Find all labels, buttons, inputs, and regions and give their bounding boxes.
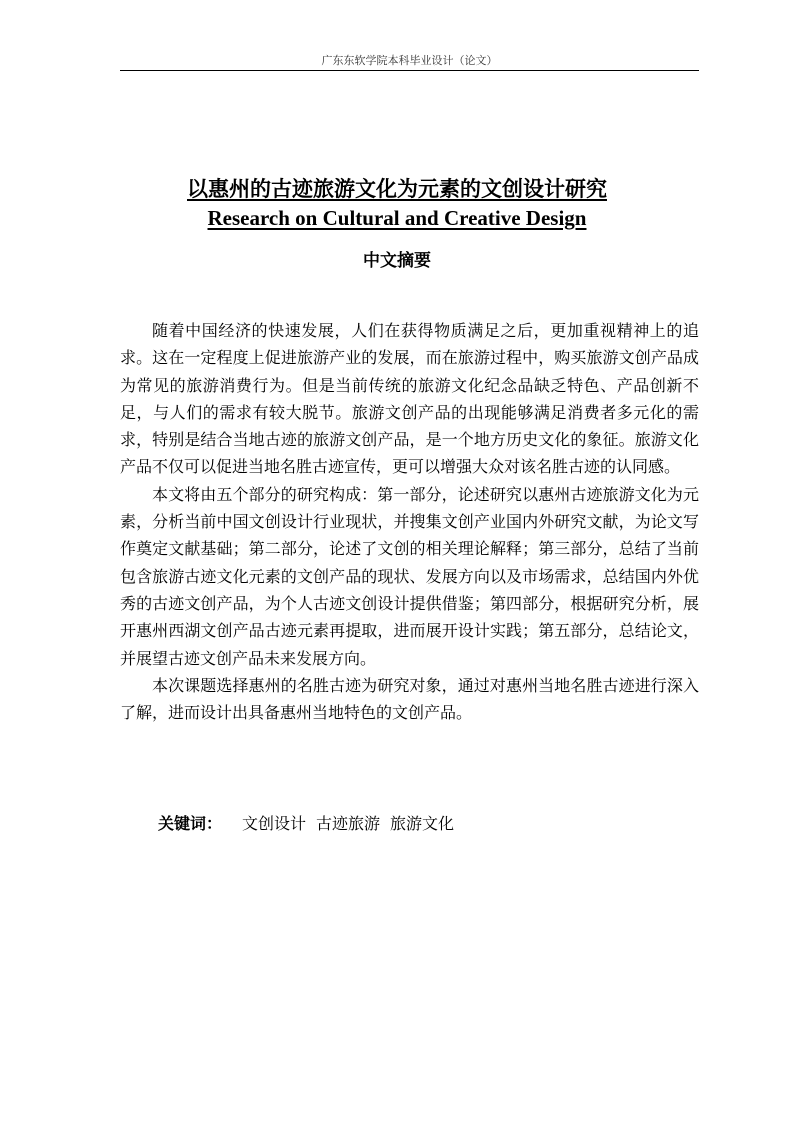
thesis-title-english-text: Research on Cultural and Creative Design (207, 206, 587, 230)
abstract-body (120, 317, 699, 726)
thesis-title-chinese-text: 以惠州的古迹旅游文化为元素的文创设计研究 (187, 177, 607, 201)
keywords-line (158, 810, 698, 837)
abstract-paragraph: 本文将由五个部分的研究构成：第一部分，论述研究以惠州古迹旅游文化为元素，分析当前中国文创设计行业现状，并搜集文创产业国内外研究文献，为论文写作奠定文献基础；第二部分，论述了文创的相关理论解释；第三部分，总结了当前包含旅游古迹文化元素的文创产品的现状、发展方向以及市场需求，总结国内外优秀的古迹文创产品，为个人古迹文创设计提供借鉴；第四部分，根据研究分析，展开惠州西湖文创产品古迹元素再提取，进而展开设计实践；第五部分，总结论文，并展望古迹文创产品未来发展方向。 (120, 484, 699, 668)
abstract-paragraph: 随着中国经济的快速发展，人们在获得物质满足之后，更加重视精神上的追求。这在一定程度上促进旅游产业的发展，而在旅游过程中，购买旅游文创产品成为常见的旅游消费行为。但是当前传统的旅游文化纪念品缺乏特色、产品创新不足，与人们的需求有较大脱节。旅游文创产品的出现能够满足消费者多元化的需求，特别是结合当地古迹的旅游文创产品，是一个地方历史文化的象征。旅游文化产品不仅可以促进当地名胜古迹宣传，更可以增强大众对该名胜古迹的认同感。 (120, 321, 699, 477)
abstract-heading: 中文摘要 (363, 251, 431, 271)
page-header: 广东东软学院本科毕业设计（论文） (321, 54, 498, 67)
thesis-title-english (0, 204, 794, 232)
keyword-item: 古迹旅游 (316, 814, 381, 833)
keyword-item: 文创设计 (242, 814, 307, 833)
header-divider (120, 70, 699, 71)
abstract-paragraph: 本次课题选择惠州的名胜古迹为研究对象，通过对惠州当地名胜古迹进行深入了解，进而设计出具备惠州当地特色的文创产品。 (120, 675, 699, 723)
thesis-title-chinese (0, 174, 794, 204)
keyword-item: 旅游文化 (390, 814, 455, 833)
keywords-label: 关键词： (158, 814, 223, 833)
